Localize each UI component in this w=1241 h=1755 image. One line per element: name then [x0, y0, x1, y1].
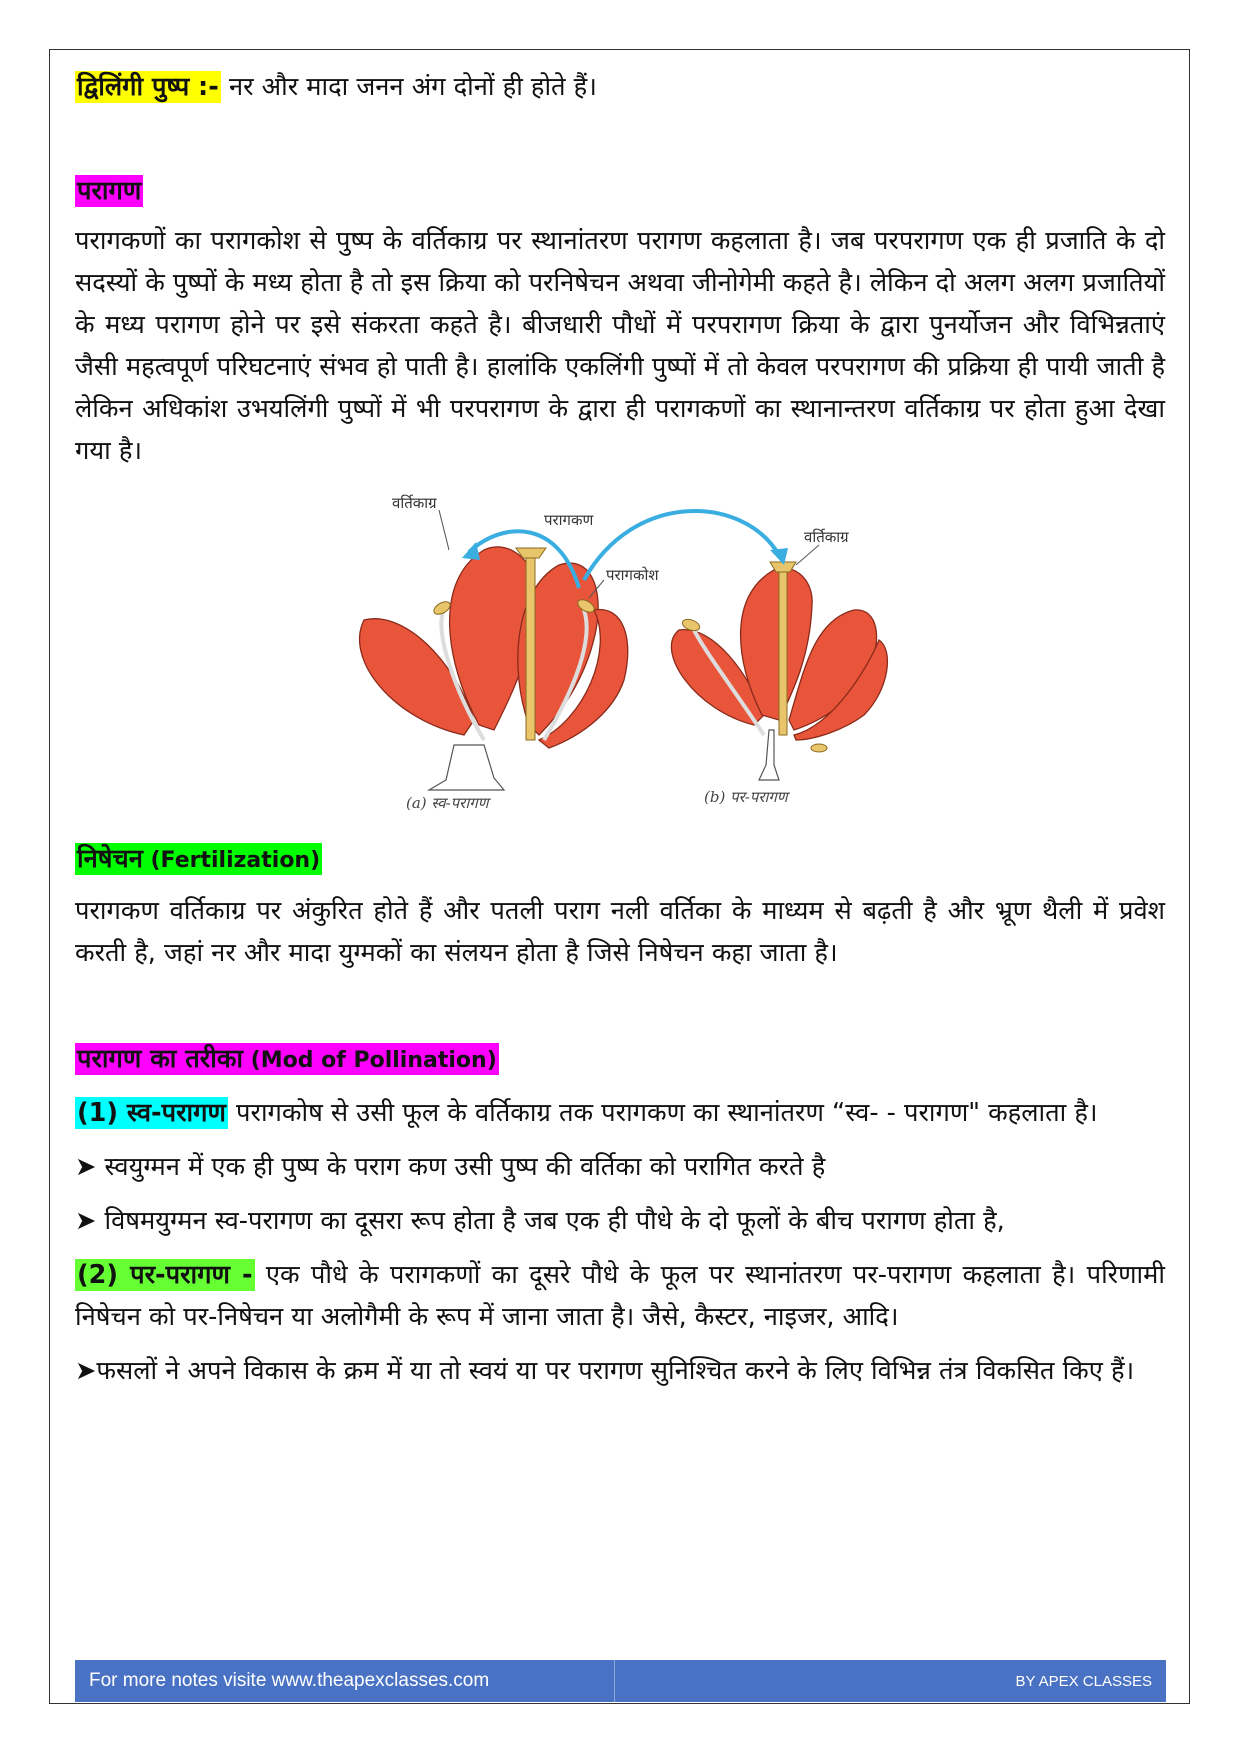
cross-pollination-text: एक पौधे के परागकणों का दूसरे पौधे के फूल पर स्थानांतरण पर-परागण कहलाता है। परिणामी निषेचन को पर-निषेचन या अलोगैमी के रूप में जाना जाता है। जैसे, कैस्टर, नाइजर, आदि। — [75, 1260, 1165, 1332]
mode-heading-hi: परागण का तरीका — [77, 1044, 244, 1074]
fertilization-heading-en: (Fertilization) — [142, 848, 321, 873]
pollination-figure — [334, 490, 894, 820]
bullet-geitonogamy: ➤ विषमयुग्मन स्व-परागण का दूसरा रूप होता है जब एक ही पौधे के दो फूलों के बीच परागण होता है, — [75, 1206, 1005, 1236]
caption-cross-pollination: (b) पर-परागण — [704, 788, 788, 806]
self-pollination-text: परागकोष से उसी फूल के वर्तिकाग्र तक परागकण का स्थानांतरण “स्व- - परागण" कहलाता है। — [227, 1098, 1098, 1128]
bisexual-flower-text: नर और मादा जनन अंग दोनों ही होते हैं। — [220, 72, 597, 102]
bullet-crop-mechanisms: ➤फसलों ने अपने विकास के क्रम में या तो स्वयं या पर परागण सुनिश्चित करने के लिए विभिन्न तंत्र विकसित किए हैं। — [75, 1356, 1135, 1386]
bisexual-flower-label: द्विलिंगी पुष्प :- — [77, 72, 219, 102]
footer-website-text: For more notes visite www.theapexclasses.com — [75, 1660, 615, 1702]
label-pollen-grain: परागकण — [544, 511, 594, 529]
pollination-heading-line — [75, 170, 1165, 212]
pollination-diagram — [334, 490, 894, 820]
mode-heading-en: (Mod of Pollination) — [243, 1048, 497, 1073]
footer-bar — [75, 1660, 1166, 1702]
pollination-heading: परागण — [77, 176, 142, 206]
bullet-autogamy: ➤ स्वयुग्मन में एक ही पुष्प के पराग कण उसी पुष्प की वर्तिका को परागित करते है — [75, 1152, 826, 1182]
self-pollination-flower — [360, 547, 628, 790]
footer-brand-text: BY APEX CLASSES — [1015, 1672, 1152, 1690]
mode-heading — [75, 1043, 499, 1075]
label-anther: परागकोश — [606, 566, 659, 584]
mode-heading-line — [75, 1038, 1165, 1082]
label-stigma-left: वर्तिकाग्र — [392, 494, 437, 512]
caption-self-pollination: (a) स्व-परागण — [406, 794, 489, 812]
fertilization-paragraph: परागकण वर्तिकाग्र पर अंकुरित होते हैं और पतली पराग नली वर्तिका के माध्यम से बढ़ती है और भ्रूण थैली में प्रवेश करती है, जहां नर और मादा युग्मकों का संलयन होता है जिसे निषेचन कहा जाता है। — [75, 896, 1165, 968]
self-pollination-label: (1) स्व-परागण — [77, 1098, 226, 1128]
self-pollination-paragraph — [75, 1092, 1165, 1134]
cross-pollination-paragraph — [75, 1254, 1165, 1338]
pollination-paragraph: परागकणों का परागकोश से पुष्प के वर्तिकाग्र पर स्थानांतरण परागण कहलाता है। जब परपरागण एक ही प्रजाति के दो सदस्यों के पुष्पों के मध्य होता है तो इस क्रिया को परनिषेचन अथवा जीनोगेमी कहते है। लेकिन दो अलग अलग प्रजातियों के मध्य परागण होने पर इसे संकरता कहते है। बीजधारी पौधों में परपरागण क्रिया के द्वारा पुनर्योजन और विभिन्नताएं जैसी महत्वपूर्ण परिघटनाएं संभव हो पाती है। हालांकि एकलिंगी पुष्पों में तो केवल परपरागण की प्रक्रिया ही पायी जाती है लेकिन अधिकांश उभयलिंगी पुष्पों में भी परपरागण के द्वारा ही परागकणों का स्थानान्तरण वर्तिकाग्र पर होता हुआ देखा गया है। — [75, 226, 1165, 466]
cross-pollination-flower — [671, 562, 887, 780]
bisexual-flower-line — [75, 66, 1165, 108]
fertilization-heading — [75, 843, 322, 875]
label-stigma-right: वर्तिकाग्र — [804, 528, 849, 546]
fertilization-heading-hi: निषेचन — [77, 844, 143, 874]
cross-pollination-label: (2) पर-परागण - — [77, 1260, 253, 1290]
page-content — [75, 66, 1165, 1392]
fertilization-heading-line — [75, 838, 1165, 882]
